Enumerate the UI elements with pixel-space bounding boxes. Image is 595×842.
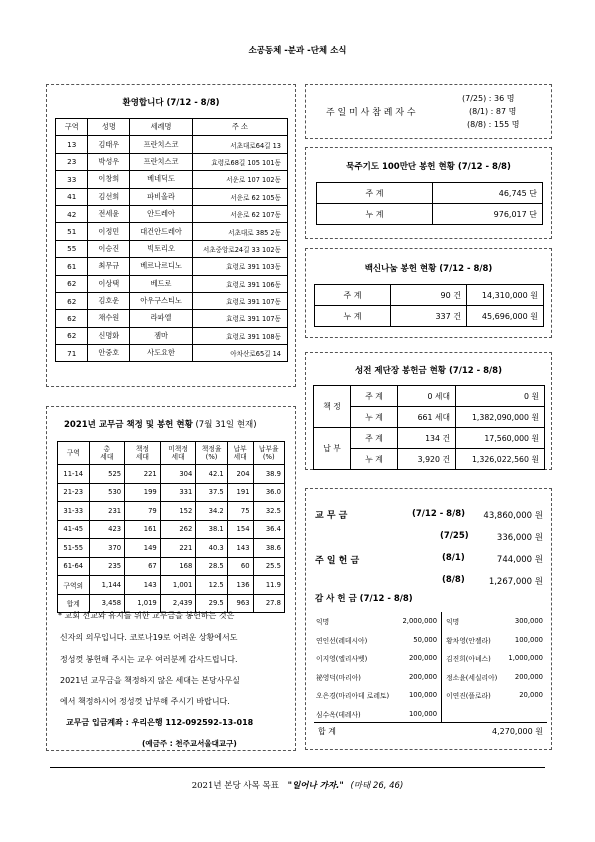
vaccine-amount: 14,310,000 원: [467, 285, 544, 306]
welcome-cell: 빅토리오: [130, 240, 193, 257]
welcome-cell: 62: [56, 327, 88, 344]
vaccine-count: 337 건: [391, 306, 467, 327]
welcome-cell: 젬마: [130, 327, 193, 344]
donor-name: 익명: [446, 618, 460, 627]
table-row: [56, 258, 288, 275]
welcome-table: [55, 118, 288, 362]
vaccine-title: 백신나눔 봉헌 현황 (7/12 - 8/8): [364, 264, 493, 274]
welcome-cell: 효령로 391 108동: [192, 327, 287, 344]
welcome-column-header: 주 소: [192, 119, 287, 136]
welcome-cell: 효령로 391 103동: [192, 258, 287, 275]
table-row: [314, 649, 547, 668]
welcome-cell: 55: [56, 240, 88, 257]
table-row: [314, 686, 547, 705]
welcome-cell: 33: [56, 171, 88, 188]
table-row: [56, 275, 288, 292]
mass-attendance-count-1: (7/25) : 36 명: [462, 94, 515, 103]
welcome-cell: 61: [56, 258, 88, 275]
sunday-amount: 1,267,000 원: [488, 577, 543, 587]
dues-cell: 262: [160, 520, 196, 539]
rosary-row: [317, 183, 543, 204]
dues-cell: 304: [160, 465, 196, 484]
donor-amount: 50,000: [398, 631, 442, 650]
donor-table: [314, 612, 547, 723]
dues-cell: 1,144: [89, 576, 125, 595]
table-row: [56, 153, 288, 170]
dues-cell: 합계: [58, 594, 90, 613]
dues-cell: 168: [160, 557, 196, 576]
welcome-cell: 이창희: [88, 171, 130, 188]
vaccine-row: [315, 306, 544, 327]
table-row: [56, 205, 288, 222]
vaccine-label: 주 계: [315, 285, 391, 306]
donor-amount: 2,000,000: [398, 612, 442, 631]
welcome-cell: 박성우: [88, 153, 130, 170]
dues-cell: 61-64: [58, 557, 90, 576]
dues-cell: 38.1: [196, 520, 227, 539]
welcome-cell: 서운로 107 102동: [192, 171, 287, 188]
welcome-cell: 42: [56, 205, 88, 222]
welcome-cell: 51: [56, 223, 88, 240]
dues-cell: 370: [89, 539, 125, 558]
welcome-cell: 베드로: [130, 275, 193, 292]
thanks-title: 감 사 헌 금 (7/12 - 8/8): [315, 594, 413, 604]
table-row: [56, 171, 288, 188]
dues-cell: 37.5: [196, 483, 227, 502]
dues-cell: 42.1: [196, 465, 227, 484]
table-row: [58, 520, 285, 539]
altar-label: 누 계: [351, 407, 398, 428]
welcome-cell: 신명화: [88, 327, 130, 344]
welcome-cell: 안중호: [88, 345, 130, 362]
dues-cell: 29.5: [196, 594, 227, 613]
donor-name: 정소윤(세실리아): [446, 673, 498, 682]
welcome-cell: 채수원: [88, 310, 130, 327]
welcome-cell: 62: [56, 292, 88, 309]
donor-total-line: [314, 722, 547, 723]
table-row: [56, 188, 288, 205]
table-row: [314, 612, 547, 631]
dues-cell: 191: [227, 483, 253, 502]
welcome-cell: 베르나르디노: [130, 258, 193, 275]
donor-amount: 200,000: [398, 668, 442, 687]
donor-amount: 20,000: [519, 691, 543, 700]
dues-cell: 423: [89, 520, 125, 539]
donor-name: 김진희(아녜스): [446, 655, 491, 664]
dues-note-line: 정성껏 봉헌해 주시는 교우 여러분께 감사드립니다.: [60, 655, 238, 664]
donor-amount: [504, 705, 547, 724]
welcome-cell: 김호운: [88, 292, 130, 309]
welcome-cell: 사도요한: [130, 345, 193, 362]
donor-amount: 300,000: [514, 617, 543, 626]
dues-cell: 구역외: [58, 576, 90, 595]
footer-goal: 2021년 본당 사목 목표: [191, 781, 279, 791]
donor-total-amount: 4,270,000 원: [492, 727, 543, 736]
welcome-cell: 41: [56, 188, 88, 205]
altar-count: 0 세대: [398, 386, 456, 407]
dues-cell: 31-33: [58, 502, 90, 521]
donor-name: [442, 705, 504, 724]
vaccine-label: 누 계: [315, 306, 391, 327]
dues-column-header: 책정 세대: [125, 442, 161, 465]
rosary-title: 묵주기도 100만단 봉헌 현황 (7/12 - 8/8): [346, 162, 511, 172]
sunday-date: (8/8): [442, 575, 465, 585]
dues-cell: 221: [125, 465, 161, 484]
altar-group-label: 납 부: [314, 428, 351, 470]
dues-account-holder: (예금주 : 천주교서울대교구): [142, 739, 237, 748]
dues-cell: 32.5: [253, 502, 284, 521]
dues-cell: 34.2: [196, 502, 227, 521]
welcome-column-header: 세례명: [130, 119, 193, 136]
gomu-amount: 43,860,000 원: [483, 511, 543, 521]
welcome-cell: 62: [56, 310, 88, 327]
dues-cell: 199: [125, 483, 161, 502]
table-row: [58, 539, 285, 558]
sunday-date: (8/1): [442, 553, 465, 563]
dues-cell: 75: [227, 502, 253, 521]
dues-cell: 1,001: [160, 576, 196, 595]
vaccine-table: [314, 284, 544, 327]
dues-account: 교무금 입금계좌 : 우리은행 112-092592-13-018: [66, 718, 254, 727]
dues-cell: 79: [125, 502, 161, 521]
gomu-period: (7/12 - 8/8): [412, 509, 465, 519]
altar-amount: 17,560,000 원: [456, 428, 545, 449]
welcome-cell: 서초대로64길 13: [192, 136, 287, 153]
dues-cell: 1,019: [125, 594, 161, 613]
dues-cell: 27.8: [253, 594, 284, 613]
dues-cell: 36.0: [253, 483, 284, 502]
dues-cell: 51-55: [58, 539, 90, 558]
welcome-cell: 대건안드레아: [130, 223, 193, 240]
dues-cell: 41-45: [58, 520, 90, 539]
welcome-cell: 이정민: [88, 223, 130, 240]
dues-cell: 36.4: [253, 520, 284, 539]
table-row: [56, 327, 288, 344]
welcome-title: 환영합니다 (7/12 - 8/8): [122, 98, 220, 108]
altar-count: 661 세대: [398, 407, 456, 428]
mass-attendance-count-2: (8/1) : 87 명: [469, 107, 517, 116]
altar-label: 누 계: [351, 449, 398, 470]
sunday-amount: 744,000 원: [496, 555, 543, 565]
welcome-cell: 효령로68길 105 101동: [192, 153, 287, 170]
altar-count: 134 건: [398, 428, 456, 449]
welcome-cell: 프란치스코: [130, 136, 193, 153]
altar-amount: 1,326,022,560 원: [456, 449, 545, 470]
dues-cell: 11-14: [58, 465, 90, 484]
dues-column-header: 책정율 (%): [196, 442, 227, 465]
dues-cell: 3,458: [89, 594, 125, 613]
dues-cell: 143: [125, 576, 161, 595]
welcome-cell: 이상택: [88, 275, 130, 292]
footer-ref: (마태 26, 46): [350, 781, 404, 791]
dues-column-header: 구역: [58, 442, 90, 465]
altar-table: [313, 385, 545, 470]
dues-column-header: 미책정 세대: [160, 442, 196, 465]
donor-total-label: 합 계: [318, 727, 336, 736]
dues-cell: 331: [160, 483, 196, 502]
welcome-cell: 이승진: [88, 240, 130, 257]
welcome-cell: 김태우: [88, 136, 130, 153]
donor-name: 익명: [316, 618, 330, 627]
dues-cell: 154: [227, 520, 253, 539]
table-row: [58, 576, 285, 595]
dues-cell: 25.5: [253, 557, 284, 576]
dues-cell: 530: [89, 483, 125, 502]
welcome-cell: 김선희: [88, 188, 130, 205]
welcome-cell: 62: [56, 275, 88, 292]
welcome-cell: 베네딕도: [130, 171, 193, 188]
altar-row: [314, 428, 545, 449]
table-row: [58, 465, 285, 484]
dues-note-line: 신자의 의무입니다. 코로나19로 어려운 상황에서도: [60, 633, 238, 642]
page-title: 소공동체 -분과 -단체 소식: [248, 46, 347, 56]
mass-attendance-label: 주 일 미 사 참 례 자 수: [326, 108, 416, 118]
footer: [0, 779, 595, 791]
table-row: [56, 240, 288, 257]
welcome-cell: 서운로 62 107동: [192, 205, 287, 222]
donor-name: 심수옥(데레사): [316, 710, 361, 719]
dues-cell: 67: [125, 557, 161, 576]
dues-cell: 12.5: [196, 576, 227, 595]
welcome-cell: 전세윤: [88, 205, 130, 222]
dues-column-header: 납부 세대: [227, 442, 253, 465]
welcome-cell: 파비올라: [130, 188, 193, 205]
donor-amount: 200,000: [514, 672, 543, 681]
sunday-amount: 336,000 원: [496, 533, 543, 543]
footer-rule: [50, 767, 545, 768]
welcome-cell: 프란치스코: [130, 153, 193, 170]
welcome-cell: 효령로 391 107동: [192, 292, 287, 309]
donor-amount: 100,000: [514, 635, 543, 644]
welcome-cell: 아우구스티노: [130, 292, 193, 309]
dues-note-line: * 교회 선교와 유지를 위한 교무금을 봉헌하는 것은: [58, 611, 235, 620]
rosary-label: 주 계: [317, 183, 433, 204]
dues-title-date: (7월 31일 현재): [195, 420, 257, 430]
gomu-label: 교 무 금: [315, 511, 348, 521]
dues-cell: 40.3: [196, 539, 227, 558]
dues-cell: 221: [160, 539, 196, 558]
welcome-column-header: 구역: [56, 119, 88, 136]
rosary-label: 누 계: [317, 204, 433, 225]
rosary-value: 46,745 단: [433, 183, 543, 204]
table-row: [56, 223, 288, 240]
dues-cell: 2,439: [160, 594, 196, 613]
rosary-table: [316, 182, 543, 225]
donor-name: 이연진(플로라): [446, 692, 491, 701]
vaccine-amount: 45,696,000 원: [467, 306, 544, 327]
altar-label: 주 계: [351, 428, 398, 449]
dues-cell: 525: [89, 465, 125, 484]
welcome-column-header: 성명: [88, 119, 130, 136]
table-row: [58, 557, 285, 576]
donor-amount: 200,000: [398, 649, 442, 668]
donor-name: 이지영(엘리사벳): [316, 655, 368, 664]
welcome-cell: 71: [56, 345, 88, 362]
dues-cell: 143: [227, 539, 253, 558]
footer-motto: "일어나 가자.": [287, 781, 344, 791]
altar-group-label: 책 정: [314, 386, 351, 428]
altar-row: [314, 386, 545, 407]
sunday-date: (7/25): [440, 531, 469, 541]
table-row: [56, 292, 288, 309]
donor-amount: 100,000: [398, 686, 442, 705]
table-row: [314, 668, 547, 687]
donor-name: 오은경(마리아데 로레토): [316, 692, 390, 701]
welcome-header-row: [56, 119, 288, 136]
dues-column-header: 납부율 (%): [253, 442, 284, 465]
dues-column-header: 총 세대: [89, 442, 125, 465]
mass-attendance-count-3: (8/8) : 155 명: [467, 120, 520, 129]
dues-cell: 38.9: [253, 465, 284, 484]
dues-note-line: 에서 책정하시어 정성껏 납부해 주시기 바랍니다.: [60, 697, 230, 706]
welcome-cell: 서초중앙로24길 33 102동: [192, 240, 287, 257]
welcome-cell: 13: [56, 136, 88, 153]
donor-name: 祕영덕(마리아): [316, 673, 361, 682]
dues-cell: 21-23: [58, 483, 90, 502]
welcome-cell: 최무규: [88, 258, 130, 275]
table-row: [58, 483, 285, 502]
donor-amount: 100,000: [398, 705, 442, 724]
welcome-cell: 안드레아: [130, 205, 193, 222]
dues-title-text: 2021년 교무금 책정 및 봉헌 현황: [64, 420, 193, 430]
welcome-cell: 23: [56, 153, 88, 170]
donor-amount: 1,000,000: [508, 654, 543, 663]
dues-cell: 28.5: [196, 557, 227, 576]
dues-cell: 231: [89, 502, 125, 521]
table-row: [56, 136, 288, 153]
donor-name: 황차영(안젤라): [446, 636, 491, 645]
dues-cell: 60: [227, 557, 253, 576]
table-row: [58, 502, 285, 521]
table-row: [314, 631, 547, 650]
dues-table: [57, 441, 285, 613]
dues-cell: 38.6: [253, 539, 284, 558]
table-row: [56, 310, 288, 327]
vaccine-count: 90 건: [391, 285, 467, 306]
altar-amount: 1,382,090,000 원: [456, 407, 545, 428]
dues-title: [64, 418, 257, 430]
welcome-cell: 효령로 391 107동: [192, 310, 287, 327]
dues-cell: 963: [227, 594, 253, 613]
welcome-cell: 효령로 391 106동: [192, 275, 287, 292]
altar-count: 3,920 건: [398, 449, 456, 470]
welcome-cell: 아차산로65길 14: [192, 345, 287, 362]
dues-header-row: [58, 442, 285, 465]
welcome-cell: 서초대로 385 2동: [192, 223, 287, 240]
dues-cell: 204: [227, 465, 253, 484]
welcome-cell: 라파엘: [130, 310, 193, 327]
altar-amount: 0 원: [456, 386, 545, 407]
dues-cell: 235: [89, 557, 125, 576]
altar-title: 성전 제단장 봉헌금 현황 (7/12 - 8/8): [355, 366, 502, 376]
dues-cell: 161: [125, 520, 161, 539]
table-row: [56, 345, 288, 362]
vaccine-row: [315, 285, 544, 306]
altar-label: 주 계: [351, 386, 398, 407]
dues-cell: 11.9: [253, 576, 284, 595]
rosary-value: 976,017 단: [433, 204, 543, 225]
dues-cell: 152: [160, 502, 196, 521]
rosary-row: [317, 204, 543, 225]
dues-cell: 149: [125, 539, 161, 558]
welcome-cell: 서운로 62 105동: [192, 188, 287, 205]
table-row: [314, 705, 547, 724]
sunday-label: 주 일 헌 금: [315, 556, 360, 566]
donor-name: 연인선(레데시아): [316, 636, 368, 645]
dues-note-line: 2021년 교무금을 책정하지 않은 세대는 본당사무실: [60, 676, 240, 685]
dues-cell: 136: [227, 576, 253, 595]
